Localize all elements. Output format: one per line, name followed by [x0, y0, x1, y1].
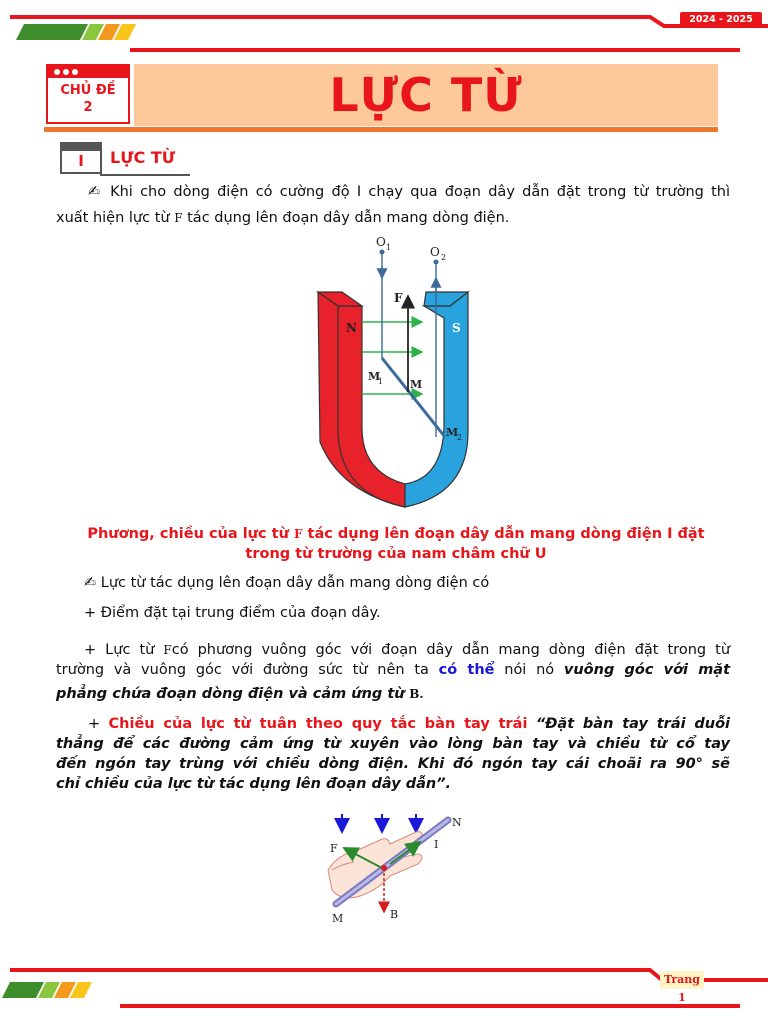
- point-1: ✍ Lực từ tác dụng lên đoạn dây dẫn mang dòng điện có: [84, 575, 490, 591]
- topic-label: [48, 82, 128, 116]
- label-current: I: [434, 838, 439, 851]
- point-3-line-3: phẳng chứa đoạn dòng điện và cảm ứng từ B.: [56, 686, 424, 702]
- title-rule: [44, 127, 718, 132]
- label-o2: O: [430, 245, 440, 259]
- section-number: I: [78, 152, 84, 170]
- footer-decoration: [0, 954, 768, 1024]
- writing-hand-icon: ✍: [88, 184, 103, 200]
- point-3-line-1: + Lực từ Fcó phương vuông góc với đoạn dây dẫn mang dòng điện đặt trong từ: [84, 642, 731, 658]
- left-hand-rule-figure: [318, 810, 468, 926]
- header-decoration: [0, 0, 768, 60]
- label-m: M: [332, 912, 344, 925]
- point-4-line-1: + Chiều của lực từ tuân theo quy tắc bàn tay trái “Đặt bàn tay trái duỗi: [88, 716, 731, 732]
- section-title: LỰC TỪ: [110, 148, 176, 167]
- topic-box-titlebar: [48, 66, 128, 78]
- label-b: B: [390, 908, 399, 921]
- svg-text:2: 2: [457, 433, 463, 442]
- point-2: + Điểm đặt tại trung điểm của đoạn dây.: [84, 605, 381, 621]
- svg-text:1: 1: [386, 243, 392, 252]
- intro-line-2: xuất hiện lực từ F tác dụng lên đoạn dây dẫn mang dòng điện.: [56, 210, 510, 226]
- label-force: F: [330, 842, 338, 855]
- label-force: F: [394, 291, 403, 305]
- topic-box: [46, 64, 130, 124]
- point-4-line-4: chỉ chiều của lực từ tác dụng lên đoạn dây dẫn”.: [56, 776, 452, 792]
- writing-hand-icon: ✍: [84, 575, 97, 591]
- section-number-box: [60, 142, 102, 174]
- u-magnet-figure: [300, 232, 500, 514]
- topic-label-number: 2: [83, 100, 93, 115]
- label-m2: M: [446, 426, 459, 439]
- page-title: LỰC TỪ: [329, 68, 523, 122]
- label-m: M: [410, 378, 423, 391]
- section-underline: [100, 174, 190, 176]
- point-4-line-3: đến ngón tay trùng với chiều dòng điện. Khi đó ngón tay cái choãi ra 90° sẽ: [56, 756, 730, 772]
- page-number: Trang 1: [660, 971, 704, 989]
- label-m1: M: [368, 370, 381, 383]
- point-4-line-2: thẳng để các đường cảm ứng từ xuyên vào lòng bàn tay và chiều từ cổ tay: [56, 736, 730, 752]
- label-north: N: [346, 321, 357, 335]
- intro-line-1: ✍ Khi cho dòng điện có cường độ I chạy qua đoạn dây dẫn đặt trong từ trường thì: [88, 184, 731, 200]
- magnet-north-pole: [318, 292, 405, 507]
- svg-text:2: 2: [441, 253, 447, 262]
- label-o1: O: [376, 235, 386, 249]
- figure-caption-line-2: trong từ trường của nam châm chữ U: [245, 546, 547, 562]
- figure-caption-line-1: Phương, chiều của lực từ F tác dụng lên đoạn dây dẫn mang dòng điện I đặt: [87, 526, 705, 542]
- force-symbol: F: [174, 211, 183, 225]
- point-3-line-2: trường và vuông góc với đường sức từ nên ta có thể nói nó vuông góc với mặt: [56, 662, 731, 678]
- label-n: N: [452, 816, 462, 829]
- label-south: S: [452, 321, 461, 335]
- school-year-badge: 2024 - 2025: [680, 12, 762, 28]
- svg-text:1: 1: [378, 377, 384, 386]
- topic-label-line1: CHỦ ĐỀ: [60, 83, 116, 98]
- title-banner: [134, 64, 718, 126]
